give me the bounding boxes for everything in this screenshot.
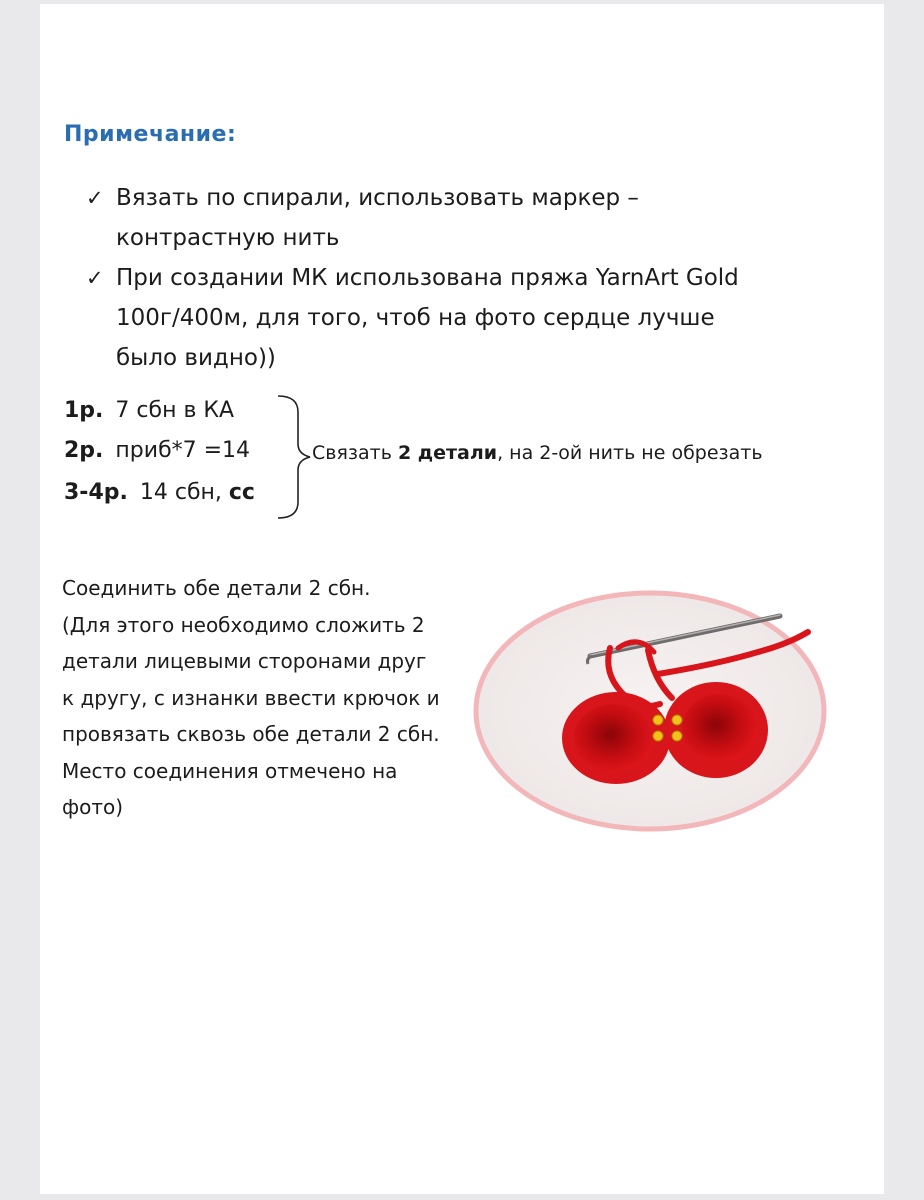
join-line-2: (Для этого необходимо сложить 2 bbox=[62, 612, 425, 637]
row-1 bbox=[64, 398, 234, 423]
row-3-4 bbox=[64, 480, 255, 505]
note-bullet-2 bbox=[86, 258, 786, 378]
check-icon: ✓ bbox=[86, 266, 104, 290]
bullet-1-line-1: Вязать по спирали, использовать маркер – bbox=[116, 185, 639, 211]
row-1-text: 7 сбн в КА bbox=[115, 398, 235, 423]
bullet-2-line-2: 100г/400м, для того, чтоб на фото сердце лучше bbox=[116, 305, 715, 331]
join-line-4: к другу, с изнанки ввести крючок и bbox=[62, 685, 440, 710]
row-2-label: 2р. bbox=[64, 438, 104, 463]
join-line-6: Место соединения отмечено на bbox=[62, 758, 398, 783]
bullet-2-line-3: было видно)) bbox=[116, 345, 276, 371]
brace-note bbox=[312, 442, 763, 464]
row-3-label: 3-4р. bbox=[64, 480, 128, 505]
row-2 bbox=[64, 438, 250, 463]
join-line-7: фото) bbox=[62, 795, 124, 819]
row-3-text: 14 сбн, bbox=[139, 480, 229, 505]
join-line-5: провязать сквозь обе детали 2 сбн. bbox=[62, 722, 440, 746]
join-line-1: Соединить обе детали 2 сбн. bbox=[62, 576, 371, 600]
note-bullet-1 bbox=[86, 178, 786, 258]
bullet-1-line-2: контрастную нить bbox=[116, 225, 340, 251]
join-instructions bbox=[62, 570, 462, 826]
brace-note-bold: 2 детали bbox=[397, 442, 498, 464]
row-3-extra: сс bbox=[228, 480, 255, 505]
brace-note-prefix: Связать bbox=[312, 442, 398, 464]
check-icon: ✓ bbox=[86, 186, 104, 210]
curly-brace-icon bbox=[268, 392, 316, 522]
join-line-3: детали лицевыми сторонами друг bbox=[62, 649, 427, 673]
row-2-text: приб*7 =14 bbox=[115, 438, 251, 463]
note-title: Примечание: bbox=[64, 122, 237, 147]
row-1-label: 1р. bbox=[64, 398, 104, 423]
bullet-2-line-1: При создании МК использована пряжа YarnArt Gold bbox=[116, 265, 739, 291]
crochet-photo bbox=[468, 586, 832, 836]
brace-note-suffix: , на 2-ой нить не обрезать bbox=[497, 442, 763, 464]
